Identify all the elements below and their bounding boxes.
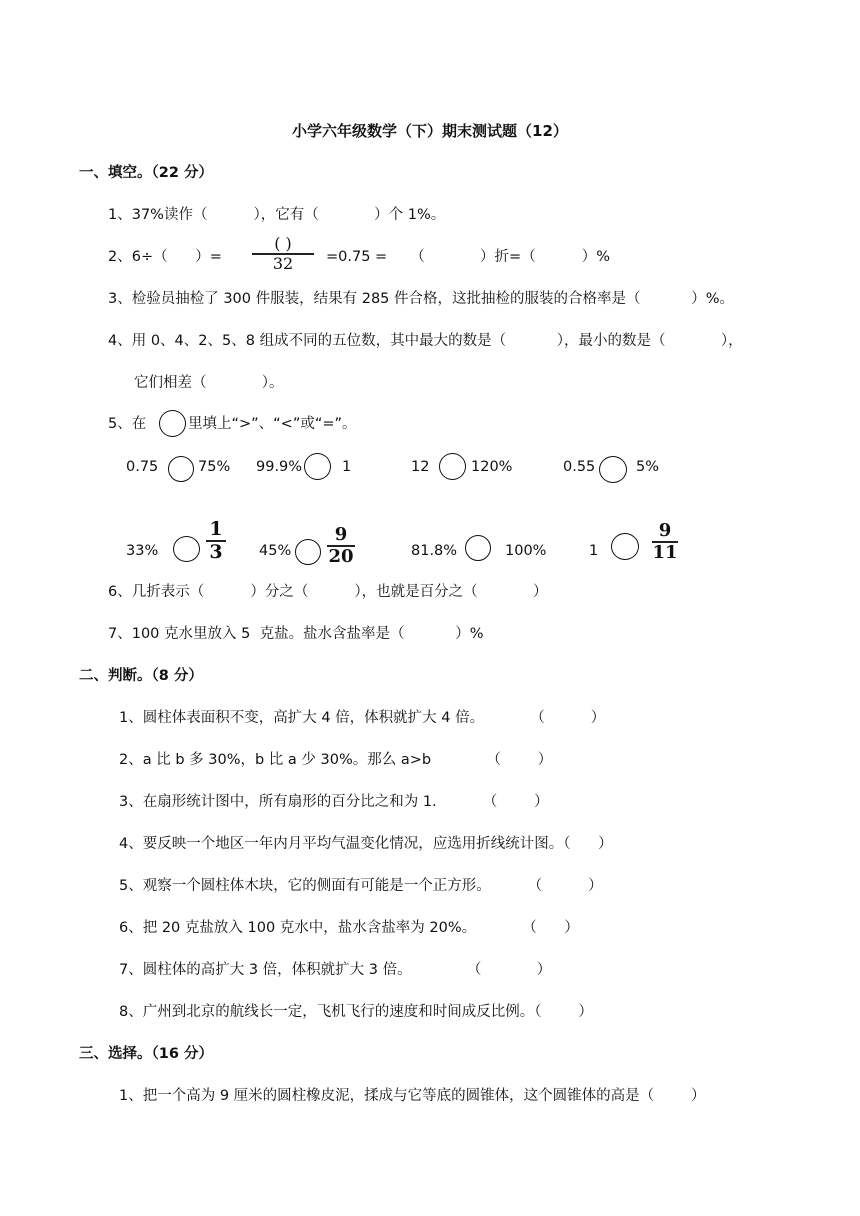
fraction-denominator: 11 — [652, 542, 678, 563]
judge-item-1: 1、圆柱体表面积不变，高扩大 4 倍，体积就扩大 4 倍。 （ ） — [119, 710, 606, 726]
fraction-9-20 — [327, 526, 355, 566]
judge-item-5: 5、观察一个圆柱体木块，它的侧面有可能是一个正方形。 （ ） — [119, 878, 603, 894]
cmp-2-right: 1 — [342, 459, 352, 475]
cmp-6-circle[interactable] — [295, 539, 321, 565]
question-1-3: 3、检验员抽检了 300 件服装，结果有 285 件合格，这批抽检的服装的合格率是（ ）%。 — [108, 291, 734, 307]
question-1-5-part-a: 5、在 — [108, 416, 147, 432]
cmp-5-circle[interactable] — [173, 536, 200, 562]
fraction-denominator: 3 — [209, 541, 223, 563]
compare-circle-sample — [159, 410, 186, 437]
section-heading-fill-in: 一、填空。（22 分） — [79, 165, 213, 181]
judge-item-8: 8、广州到北京的航线长一定，飞机飞行的速度和时间成反比例。（ ） — [119, 1004, 593, 1020]
cmp-4-right: 5% — [636, 459, 660, 475]
cmp-1-left: 0.75 — [126, 459, 159, 475]
fraction-9-11 — [652, 522, 678, 562]
judge-item-4: 4、要反映一个地区一年内月平均气温变化情况，应选用折线统计图。（ ） — [119, 836, 613, 852]
cmp-2-left: 99.9% — [256, 459, 303, 475]
page-title: 小学六年级数学（下）期末测试题（12） — [292, 122, 568, 140]
question-1-2-part-a: 2、6÷（ ）= — [108, 249, 222, 265]
fraction-numerator: ( ) — [274, 234, 292, 253]
cmp-4-circle[interactable] — [599, 456, 627, 483]
section-heading-choice: 三、选择。（16 分） — [79, 1046, 213, 1062]
question-1-6: 6、几折表示（ ）分之（ ），也就是百分之（ ） — [108, 584, 548, 600]
judge-item-3: 3、在扇形统计图中，所有扇形的百分比之和为 1. （ ） — [119, 794, 549, 810]
judge-item-6: 6、把 20 克盐放入 100 克水中，盐水含盐率为 20%。 （ ） — [119, 920, 579, 936]
fraction-1-3 — [206, 520, 226, 562]
choice-question-1: 1、把一个高为 9 厘米的圆柱橡皮泥，揉成与它等底的圆锥体，这个圆锥体的高是（ ） — [119, 1088, 706, 1104]
fraction-numerator: 9 — [334, 524, 348, 545]
cmp-3-circle[interactable] — [439, 453, 466, 480]
question-1-2-part-b: =0.75 = （ ）折=（ ）% — [326, 249, 611, 265]
cmp-7-left: 81.8% — [411, 543, 458, 559]
fraction-blank-over-32 — [252, 236, 314, 272]
cmp-6-left: 45% — [259, 543, 292, 559]
section-heading-true-false: 二、判断。（8 分） — [79, 668, 203, 684]
cmp-2-circle[interactable] — [304, 453, 331, 480]
question-1-4-line-b: 它们相差（ ）。 — [134, 375, 284, 391]
fraction-numerator: 1 — [209, 518, 223, 540]
cmp-4-left: 0.55 — [563, 459, 596, 475]
judge-item-7: 7、圆柱体的高扩大 3 倍，体积就扩大 3 倍。 （ ） — [119, 962, 552, 978]
cmp-5-left: 33% — [126, 543, 159, 559]
question-1-7: 7、100 克水里放入 5 克盐。盐水含盐率是（ ）% — [108, 626, 484, 642]
cmp-8-left: 1 — [589, 543, 599, 559]
question-1-5-part-b: 里填上“>”、“<”或“=”。 — [188, 416, 357, 432]
cmp-1-circle[interactable] — [168, 456, 194, 482]
question-1-1: 1、37%读作（ ），它有（ ）个 1%。 — [108, 207, 446, 223]
cmp-8-circle[interactable] — [611, 533, 639, 560]
cmp-3-right: 120% — [471, 459, 513, 475]
fraction-denominator: 20 — [328, 546, 354, 567]
fraction-denominator: 32 — [272, 254, 294, 273]
fraction-numerator: 9 — [658, 520, 672, 541]
question-1-4-line-a: 4、用 0、4、2、5、8 组成不同的五位数，其中最大的数是（ ），最小的数是（ ）， — [108, 333, 743, 349]
cmp-1-right: 75% — [198, 459, 231, 475]
judge-item-2: 2、a 比 b 多 30%，b 比 a 少 30%。那么 a>b （ ） — [119, 752, 553, 768]
cmp-7-right: 100% — [505, 543, 547, 559]
cmp-3-left: 12 — [411, 459, 430, 475]
cmp-7-circle[interactable] — [465, 535, 491, 561]
